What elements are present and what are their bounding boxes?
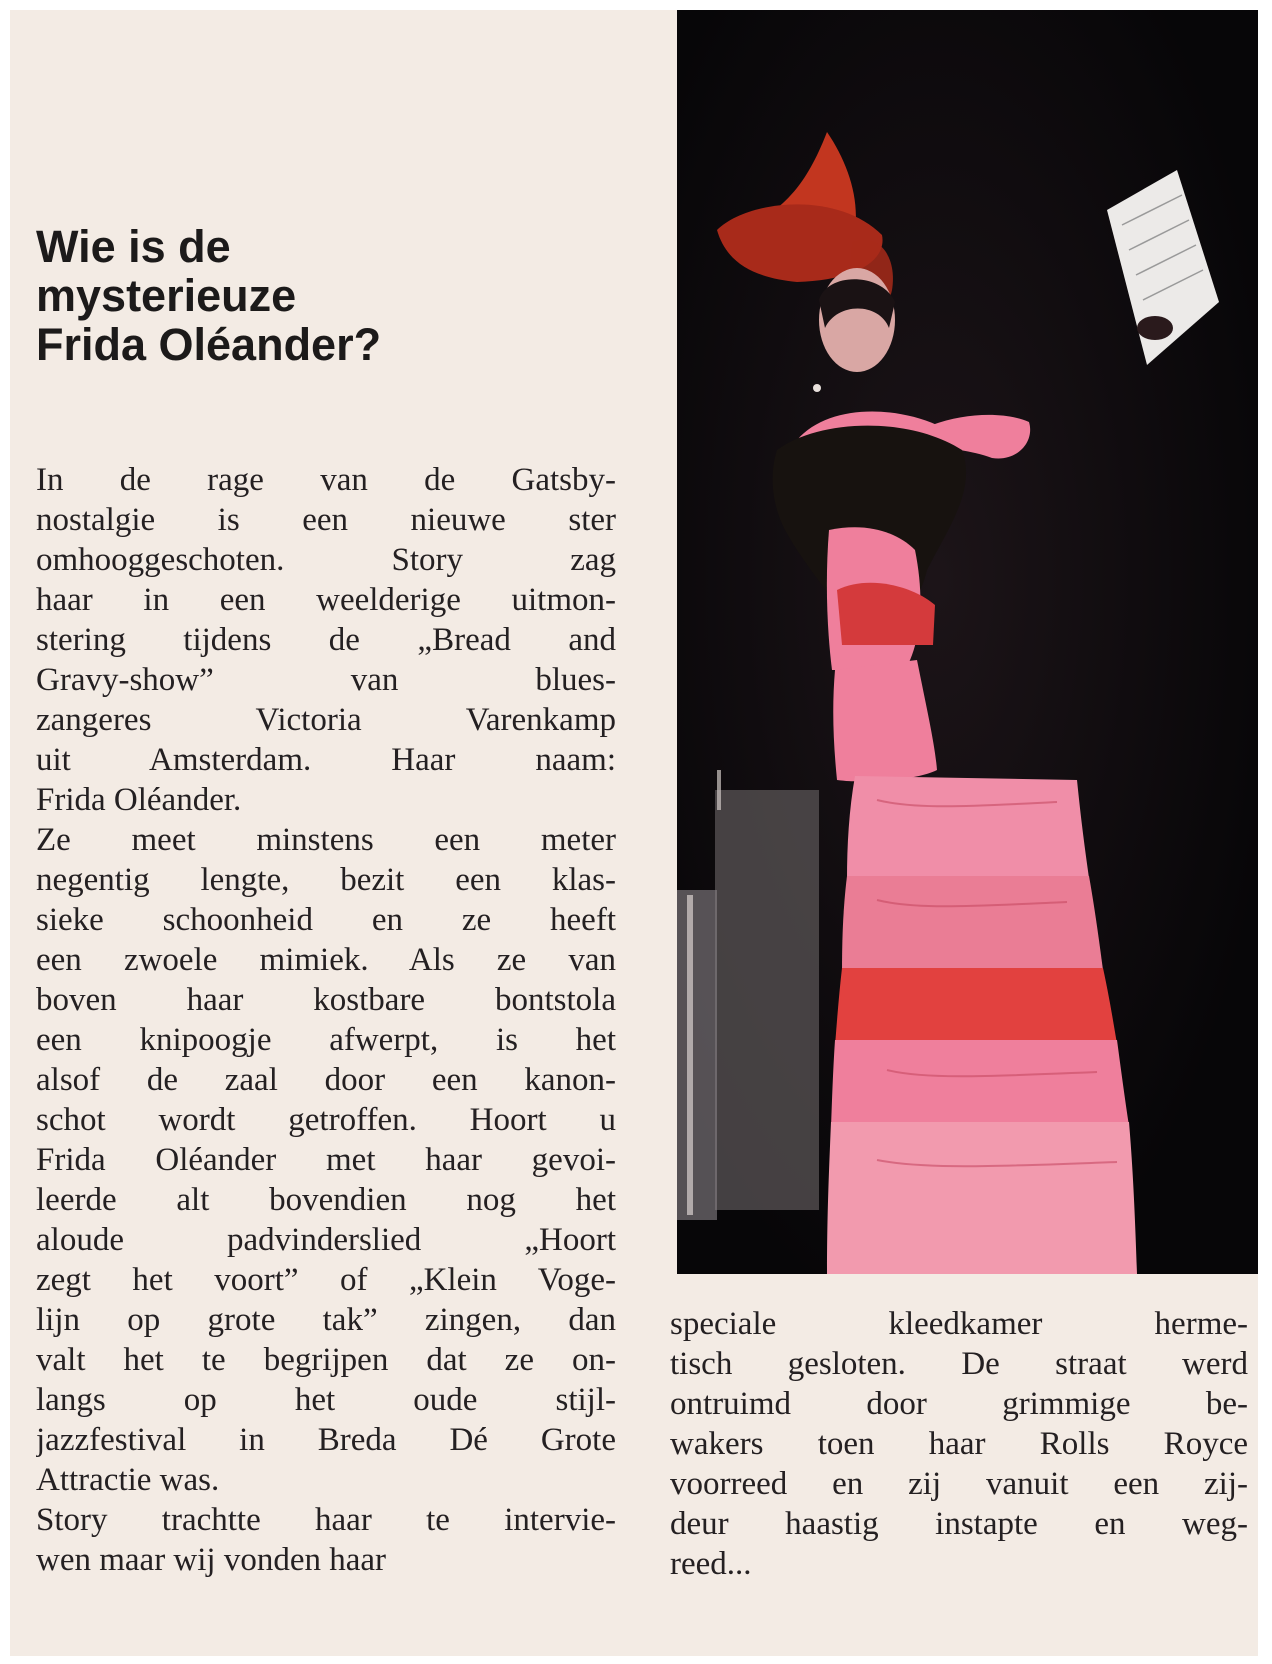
headline-line: Wie is de <box>36 221 231 272</box>
text-line: een zwoele mimiek. Als ze van <box>36 942 616 978</box>
text-line: zegt het voort” of „Klein Voge- <box>36 1262 616 1298</box>
text-line: tisch gesloten. De straat werd <box>670 1346 1248 1382</box>
text-line: langs op het oude stijl- <box>36 1382 616 1418</box>
headline <box>36 222 381 369</box>
text-line: nostalgie is een nieuwe ster <box>36 502 616 538</box>
performer-photo <box>677 10 1258 1274</box>
text-line: aloude padvinderslied „Hoort <box>36 1222 616 1258</box>
text-line: omhooggeschoten. Story zag <box>36 542 616 578</box>
text-line: Frida Oléander. <box>36 782 242 818</box>
text-line: Story trachtte haar te intervie- <box>36 1502 616 1538</box>
text-line: Ze meet minstens een meter <box>36 822 616 858</box>
headline-line: Frida Oléander? <box>36 319 382 370</box>
text-line: deur haastig instapte en weg- <box>670 1506 1248 1542</box>
text-line: stering tijdens de „Bread and <box>36 622 616 658</box>
text-line: lijn op grote tak” zingen, dan <box>36 1302 616 1338</box>
text-line: schot wordt getroffen. Hoort u <box>36 1102 616 1138</box>
text-line: alsof de zaal door een kanon- <box>36 1062 616 1098</box>
headline-line: mysterieuze <box>36 270 297 321</box>
article-left-column <box>36 460 616 1580</box>
text-line: wen maar wij vonden haar <box>36 1542 387 1578</box>
text-line: boven haar kostbare bontstola <box>36 982 616 1018</box>
text-line: sieke schoonheid en ze heeft <box>36 902 616 938</box>
article-right-column <box>670 1304 1248 1584</box>
text-line: voorreed en zij vanuit een zij- <box>670 1466 1248 1502</box>
text-line: zangeres Victoria Varenkamp <box>36 702 616 738</box>
text-line: valt het te begrijpen dat ze on- <box>36 1342 616 1378</box>
text-line: ontruimd door grimmige be- <box>670 1386 1248 1422</box>
text-line: reed... <box>670 1546 752 1582</box>
text-line: negentig lengte, bezit een klas- <box>36 862 616 898</box>
text-line: Attractie was. <box>36 1462 220 1498</box>
text-line: leerde alt bovendien nog het <box>36 1182 616 1218</box>
text-line: Gravy-show” van blues- <box>36 662 616 698</box>
text-line: haar in een weelderige uitmon- <box>36 582 616 618</box>
text-line: een knipoogje afwerpt, is het <box>36 1022 616 1058</box>
text-line: wakers toen haar Rolls Royce <box>670 1426 1248 1462</box>
performer-illustration <box>677 10 1258 1274</box>
text-line: Frida Oléander met haar gevoi- <box>36 1142 616 1178</box>
text-line: jazzfestival in Breda Dé Grote <box>36 1422 616 1458</box>
text-line: uit Amsterdam. Haar naam: <box>36 742 616 778</box>
text-line: speciale kleedkamer herme- <box>670 1306 1248 1342</box>
text-line: In de rage van de Gatsby- <box>36 462 616 498</box>
